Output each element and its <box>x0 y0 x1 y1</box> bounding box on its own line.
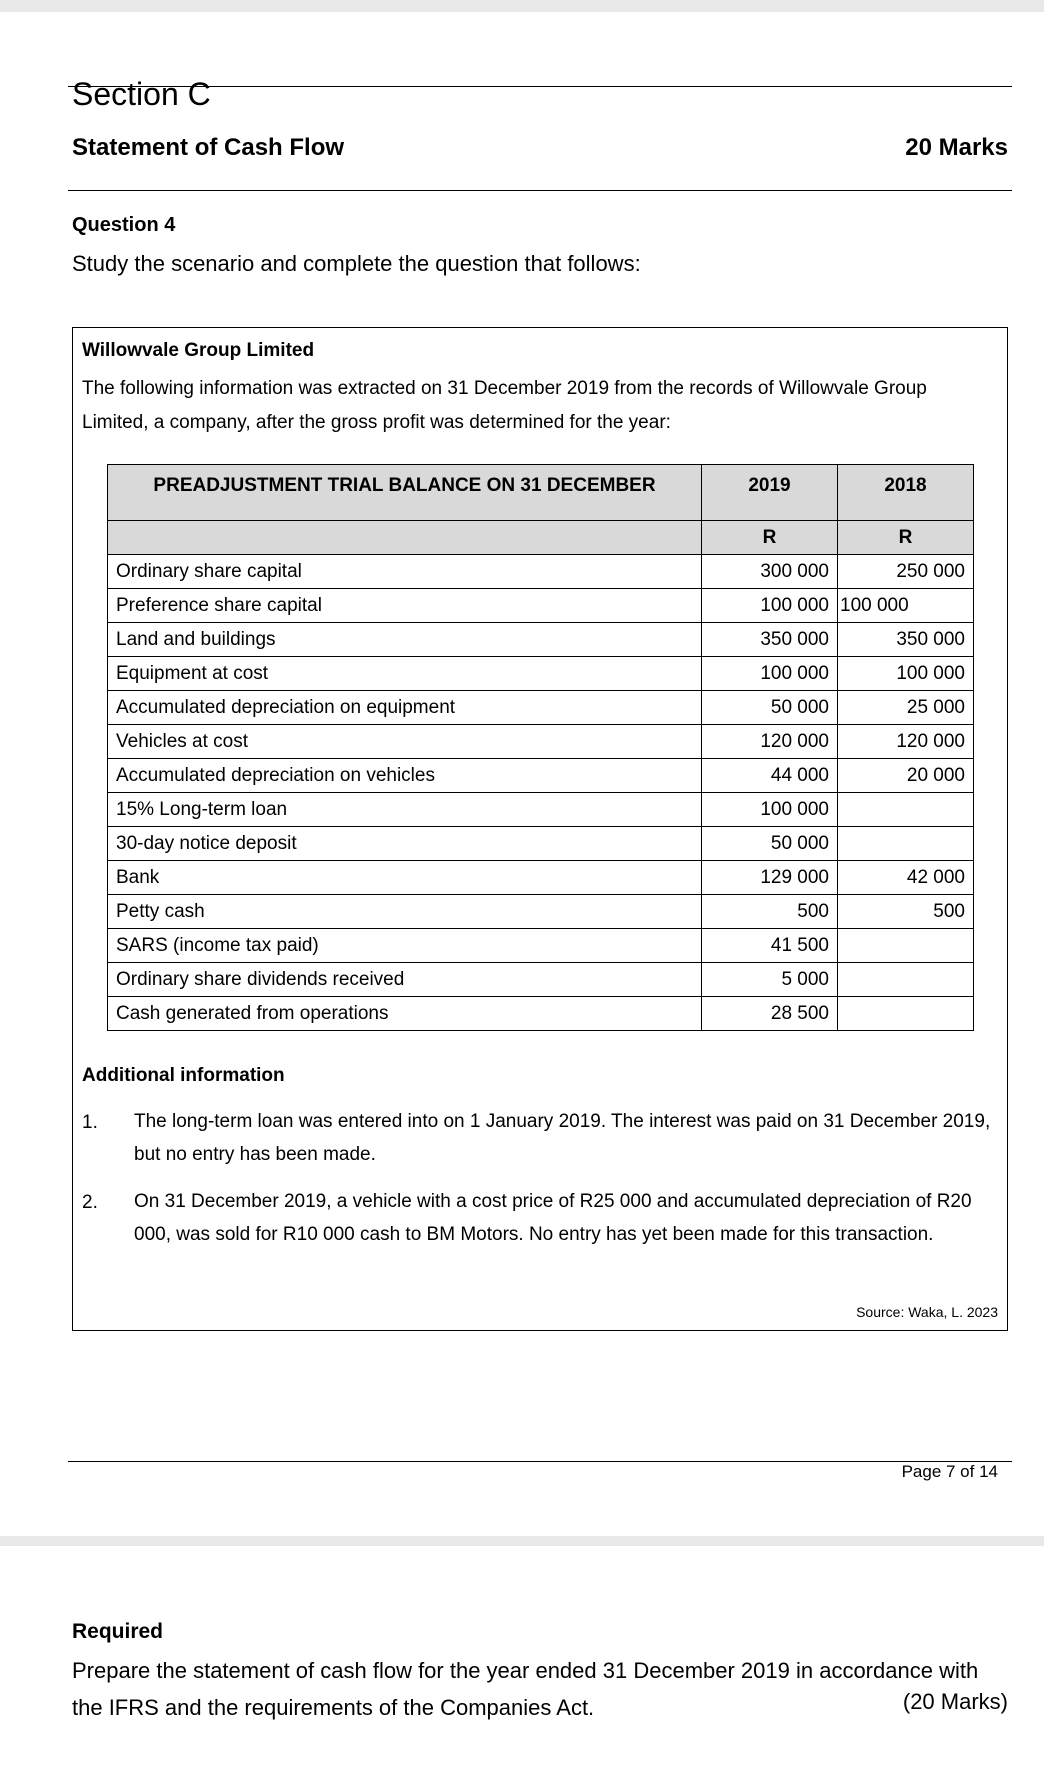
row-2018: 120 000 <box>838 725 974 759</box>
table-row <box>108 793 974 827</box>
row-2019: 44 000 <box>702 759 838 793</box>
row-2019: 100 000 <box>702 589 838 623</box>
source-citation: Source: Waka, L. 2023 <box>856 1304 998 1320</box>
row-2018 <box>838 929 974 963</box>
row-label: SARS (income tax paid) <box>108 929 702 963</box>
table-row <box>108 929 974 963</box>
row-label: Petty cash <box>108 895 702 929</box>
section-marks: 20 Marks <box>905 134 1008 161</box>
row-2019: 100 000 <box>702 657 838 691</box>
table-row <box>108 691 974 725</box>
trial-balance-table <box>107 464 974 1031</box>
note-text-2: On 31 December 2019, a vehicle with a cost price of R25 000 and accumulated depreciation of R20 000, was sold for R10 000 cash to BM Motors. No entry has yet been made for this transaction. <box>134 1191 972 1245</box>
note-number-1: 1. <box>82 1112 98 1133</box>
section-subtitle: Statement of Cash Flow <box>72 134 345 161</box>
row-label: Land and buildings <box>108 623 702 657</box>
row-2019: 100 000 <box>702 793 838 827</box>
row-2018: 500 <box>838 895 974 929</box>
note-number-2: 2. <box>82 1192 98 1213</box>
row-2019: 50 000 <box>702 691 838 725</box>
row-2018 <box>838 997 974 1031</box>
row-label: Vehicles at cost <box>108 725 702 759</box>
row-2018: 42 000 <box>838 861 974 895</box>
row-label: Cash generated from operations <box>108 997 702 1031</box>
header-rule <box>68 190 1012 191</box>
header-description: PREADJUSTMENT TRIAL BALANCE ON 31 DECEMBER <box>108 465 702 521</box>
table-row <box>108 827 974 861</box>
table-row <box>108 555 974 589</box>
row-2018 <box>838 963 974 997</box>
row-2018: 100 000 <box>838 657 974 691</box>
company-name: Willowvale Group Limited <box>82 340 315 361</box>
table-row <box>108 963 974 997</box>
row-2019: 120 000 <box>702 725 838 759</box>
row-2018 <box>838 827 974 861</box>
row-2018: 250 000 <box>838 555 974 589</box>
table-row <box>108 725 974 759</box>
row-label: Accumulated depreciation on equipment <box>108 691 702 725</box>
section-title: Section C <box>72 76 211 112</box>
footer-rule <box>68 1461 1012 1462</box>
row-label: Preference share capital <box>108 589 702 623</box>
currency-2018: R <box>838 521 974 555</box>
row-2019: 500 <box>702 895 838 929</box>
row-label: 30-day notice deposit <box>108 827 702 861</box>
row-2019: 50 000 <box>702 827 838 861</box>
header-2018: 2018 <box>838 465 974 521</box>
question-title: Question 4 <box>72 214 176 236</box>
required-title: Required <box>72 1620 164 1643</box>
row-2018: 350 000 <box>838 623 974 657</box>
row-2018 <box>838 793 974 827</box>
row-2018: 25 000 <box>838 691 974 725</box>
row-label: 15% Long-term loan <box>108 793 702 827</box>
table-row <box>108 657 974 691</box>
required-marks: (20 Marks) <box>902 1689 1008 1714</box>
row-2018: 100 000 <box>838 589 974 623</box>
scenario-intro: The following information was extracted on 31 December 2019 from the records of Willowvale Group Limited, a company, after the gross profit was determined for the year: <box>82 378 927 433</box>
currency-blank <box>108 521 702 555</box>
table-row <box>108 589 974 623</box>
table-row <box>108 997 974 1031</box>
row-2019: 129 000 <box>702 861 838 895</box>
table-row <box>108 623 974 657</box>
row-2019: 300 000 <box>702 555 838 589</box>
currency-2019: R <box>702 521 838 555</box>
row-label: Bank <box>108 861 702 895</box>
row-2019: 28 500 <box>702 997 838 1031</box>
table-row <box>108 759 974 793</box>
row-label: Accumulated depreciation on vehicles <box>108 759 702 793</box>
row-2018: 20 000 <box>838 759 974 793</box>
row-label: Equipment at cost <box>108 657 702 691</box>
question-instruction: Study the scenario and complete the question that follows: <box>72 251 641 276</box>
header-2019: 2019 <box>702 465 838 521</box>
row-2019: 41 500 <box>702 929 838 963</box>
page-number: Page 7 of 14 <box>901 1462 998 1481</box>
row-label: Ordinary share dividends received <box>108 963 702 997</box>
row-2019: 350 000 <box>702 623 838 657</box>
table-row <box>108 895 974 929</box>
scenario-box <box>72 327 1008 1331</box>
additional-info-title: Additional information <box>82 1065 285 1086</box>
table-row <box>108 861 974 895</box>
row-label: Ordinary share capital <box>108 555 702 589</box>
note-text-1: The long-term loan was entered into on 1 January 2019. The interest was paid on 31 December 2019, but no entry has been made. <box>134 1111 991 1165</box>
row-2019: 5 000 <box>702 963 838 997</box>
required-text: Prepare the statement of cash flow for the year ended 31 December 2019 in accordance with the IFRS and the requirements of the Companies Act. <box>72 1658 979 1720</box>
